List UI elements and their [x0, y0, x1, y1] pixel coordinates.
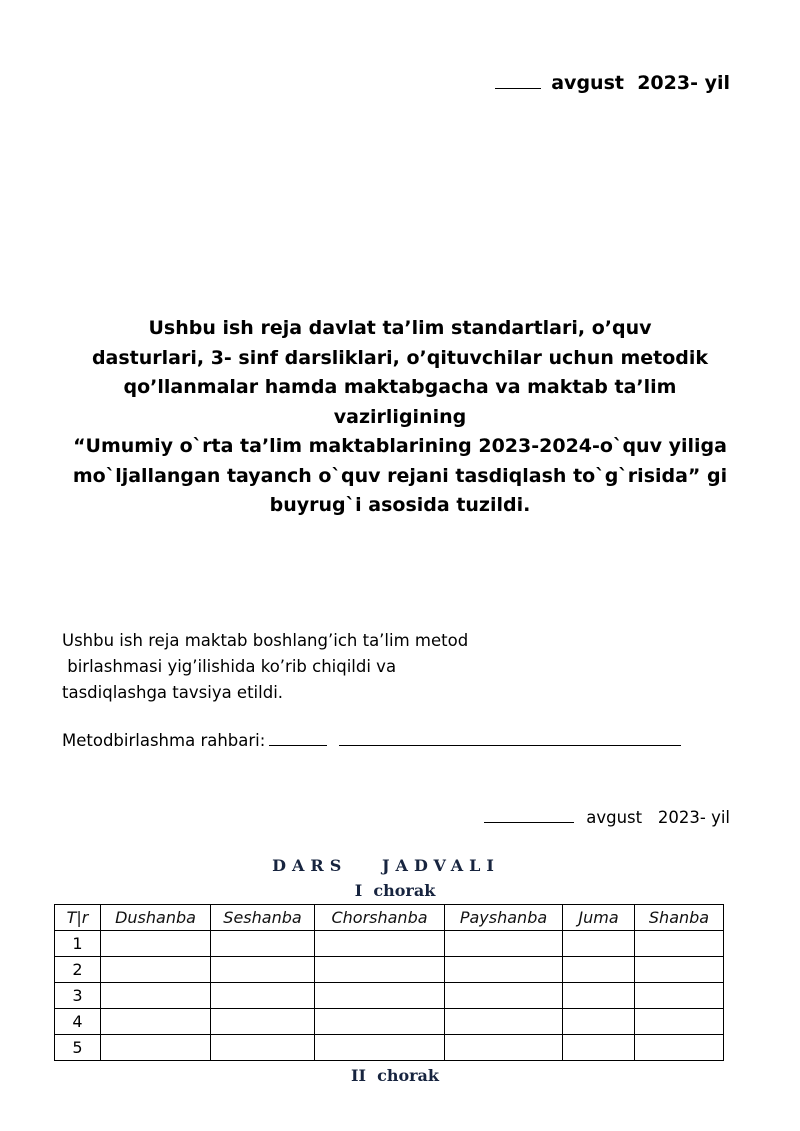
basis-line: “Umumiy o`rta ta’lim maktablarining 2023-2024-o`quv yiliga	[73, 435, 727, 457]
table-cell	[635, 931, 724, 957]
table-cell	[563, 1009, 635, 1035]
table-cell	[315, 1035, 445, 1061]
basis-line: qo’llanmalar hamda maktabgacha va maktab ta’lim	[123, 376, 677, 398]
table-row	[55, 931, 724, 957]
row-number: 5	[55, 1035, 101, 1061]
approval-line: birlashmasi yig’ilishida ko’rib chiqildi va	[62, 657, 397, 676]
name-blank	[339, 745, 681, 746]
quarter-1-title: I chorak	[354, 881, 436, 900]
approval-note	[62, 628, 562, 706]
column-header: Shanba	[635, 905, 724, 931]
table-cell	[101, 1035, 211, 1061]
table-cell	[445, 957, 563, 983]
column-header: Chorshanba	[315, 905, 445, 931]
column-header: Juma	[563, 905, 635, 931]
table-cell	[211, 983, 315, 1009]
basis-line: buyrug`i asosida tuzildi.	[269, 494, 531, 516]
table-cell	[315, 1009, 445, 1035]
row-number: 3	[55, 983, 101, 1009]
table-row	[55, 1035, 724, 1061]
table-cell	[211, 1035, 315, 1061]
table-cell	[563, 1035, 635, 1061]
table-cell	[211, 931, 315, 957]
basis-line: vazirligining	[333, 405, 467, 428]
table-cell	[563, 957, 635, 983]
day-blank	[495, 88, 541, 89]
row-number: 2	[55, 957, 101, 983]
column-header: T|r	[55, 905, 101, 931]
table-cell	[635, 1035, 724, 1061]
method-head-label: Metodbirlashma rahbari:	[62, 731, 266, 750]
table-cell	[635, 957, 724, 983]
table-cell	[563, 931, 635, 957]
table-cell	[635, 1009, 724, 1035]
day-blank	[484, 822, 574, 823]
date-top-month: avgust	[551, 72, 624, 94]
signature-blank	[269, 745, 327, 746]
table-row	[55, 983, 724, 1009]
row-number: 1	[55, 931, 101, 957]
row-number: 4	[55, 1009, 101, 1035]
table-header-row	[55, 905, 724, 931]
column-header: Seshanba	[211, 905, 315, 931]
table-cell	[101, 983, 211, 1009]
table-cell	[101, 957, 211, 983]
table-cell	[211, 957, 315, 983]
table-row	[55, 1009, 724, 1035]
basis-line: mo`ljallangan tayanch o`quv rejani tasdiqlash to`g`risida” gi	[72, 464, 728, 487]
schedule-table	[54, 904, 724, 1061]
basis-statement	[60, 314, 740, 521]
table-cell	[445, 931, 563, 957]
table-cell	[211, 1009, 315, 1035]
date-bottom-month: avgust	[586, 808, 643, 827]
table-cell	[101, 931, 211, 957]
quarter-2-title: II chorak	[350, 1066, 440, 1085]
date-top	[495, 72, 730, 94]
table-cell	[315, 931, 445, 957]
table-row	[55, 957, 724, 983]
basis-line: Ushbu ish reja davlat ta’lim standartlari, o’quv	[148, 317, 652, 339]
table-cell	[101, 1009, 211, 1035]
date-bottom	[484, 808, 730, 827]
table-cell	[445, 1035, 563, 1061]
table-cell	[315, 983, 445, 1009]
column-header: Payshanba	[445, 905, 563, 931]
date-bottom-year: 2023- yil	[657, 808, 730, 827]
method-head-signature	[62, 731, 681, 750]
column-header: Dushanba	[101, 905, 211, 931]
table-cell	[315, 957, 445, 983]
table-cell	[445, 983, 563, 1009]
date-top-year: 2023- yil	[637, 72, 730, 94]
approval-line: tasdiqlashga tavsiya etildi.	[62, 683, 284, 702]
basis-line: dasturlari, 3- sinf darsliklari, o’qituvchilar uchun metodik	[91, 346, 709, 369]
schedule-title: DARS JADVALI	[272, 856, 500, 875]
approval-line: Ushbu ish reja maktab boshlang’ich ta’lim metod	[62, 631, 469, 650]
table-cell	[563, 983, 635, 1009]
table-cell	[635, 983, 724, 1009]
table-cell	[445, 1009, 563, 1035]
